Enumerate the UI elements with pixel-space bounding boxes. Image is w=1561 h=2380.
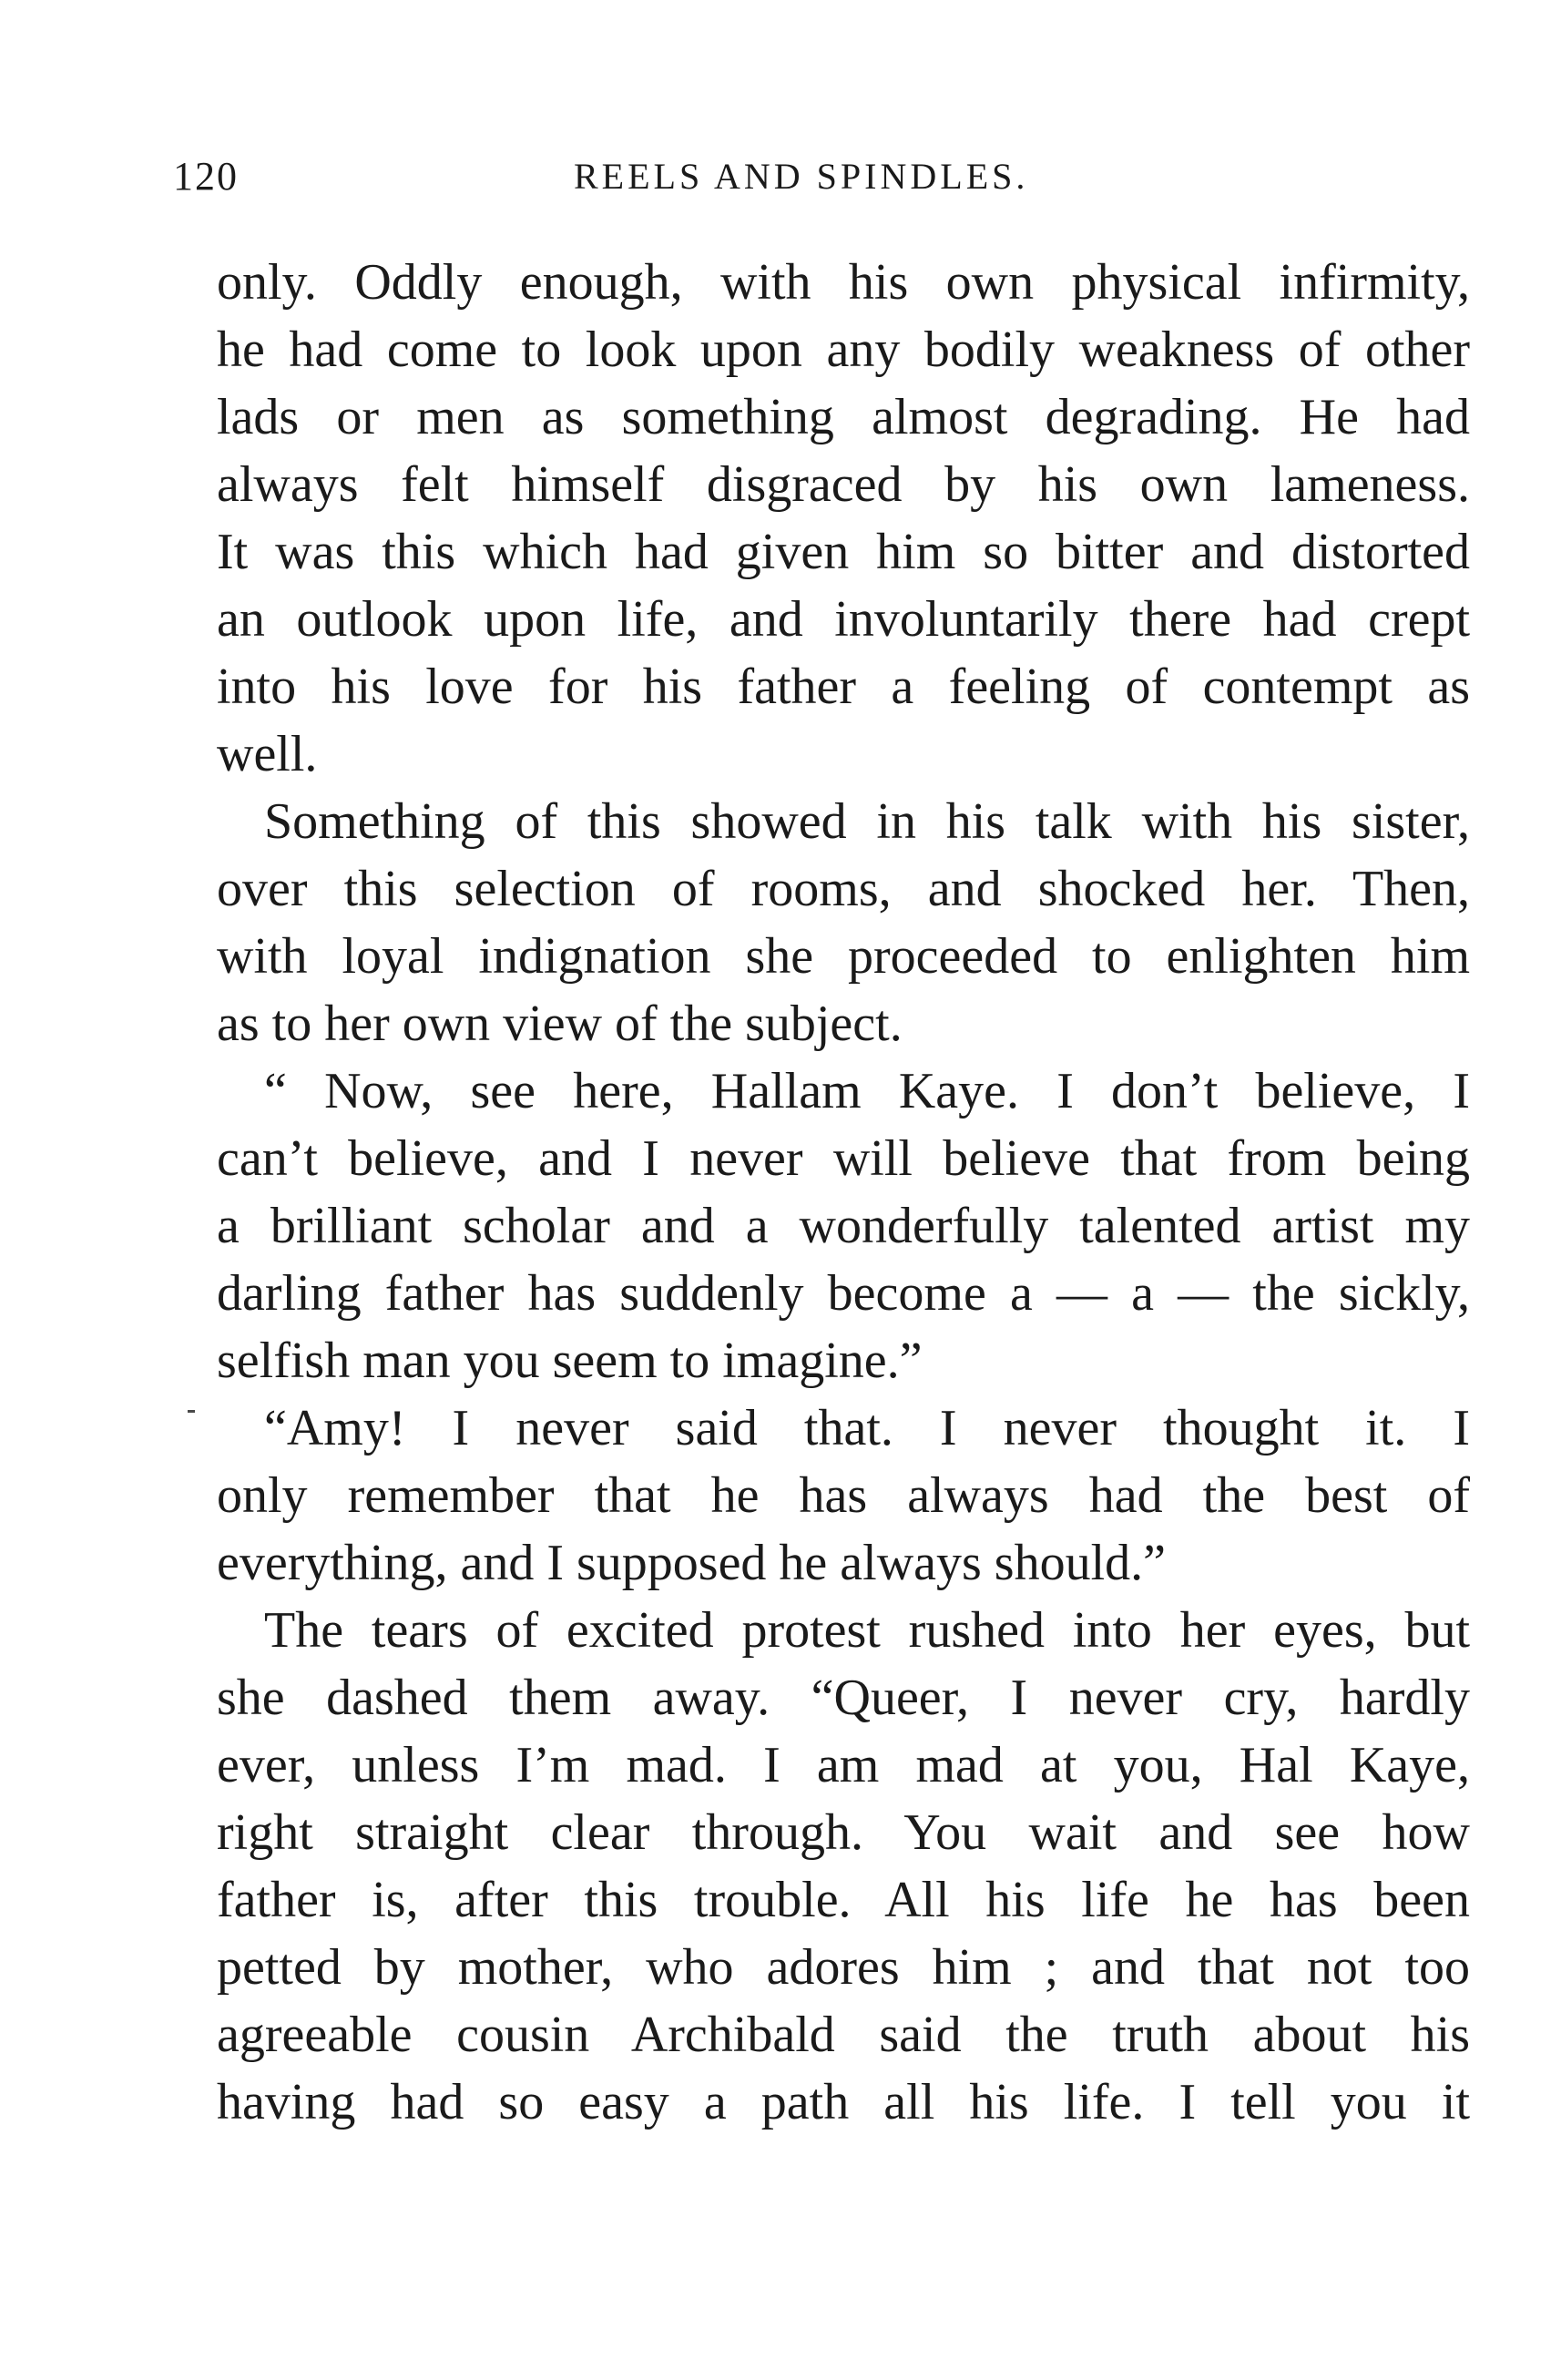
text-line: into his love for his father a feeling of contempt as <box>217 659 1470 715</box>
text-line: lads or men as something almost degrading. He had <box>217 389 1470 445</box>
text-line: It was this which had given him so bitter and distorted <box>217 524 1470 580</box>
text-line: an outlook upon life, and involuntarily there had crept <box>217 591 1470 648</box>
text-line: only remember that he has always had the best of <box>217 1467 1470 1524</box>
page-number: 120 <box>173 154 239 199</box>
ink-speck <box>188 1410 195 1413</box>
text-line: can’t believe, and I never will believe that from being <box>217 1130 1470 1187</box>
text-line: over this selection of rooms, and shocked her. Then, <box>217 861 1470 917</box>
running-head: REELS AND SPINDLES. <box>574 156 1029 197</box>
text-line: always felt himself disgraced by his own lameness. <box>217 456 1470 513</box>
text-line: father is, after this trouble. All his life he has been <box>217 1872 1470 1928</box>
text-line: “Amy! I never said that. I never thought it. I <box>264 1400 1470 1456</box>
text-line: Something of this showed in his talk with his sister, <box>264 793 1470 850</box>
text-line: agreeable cousin Archibald said the truth about his <box>217 2007 1470 2063</box>
text-line: darling father has suddenly become a — a — the sickly, <box>217 1265 1470 1322</box>
text-line: with loyal indignation she proceeded to enlighten him <box>217 928 1470 985</box>
text-line: everything, and I supposed he always should.” <box>217 1535 1166 1591</box>
text-line: right straight clear through. You wait and see how <box>217 1804 1470 1861</box>
text-line: well. <box>217 726 318 782</box>
text-line: petted by mother, who adores him ; and that not too <box>217 1939 1470 1996</box>
text-line: as to her own view of the subject. <box>217 996 903 1052</box>
page-header <box>173 153 1503 208</box>
text-line: The tears of excited protest rushed into her eyes, but <box>264 1602 1470 1659</box>
text-line: he had come to look upon any bodily weakness of other <box>217 322 1470 378</box>
text-line: ever, unless I’m mad. I am mad at you, Hal Kaye, <box>217 1737 1470 1793</box>
text-line: “ Now, see here, Hallam Kaye. I don’t believe, I <box>264 1063 1470 1119</box>
text-line: having had so easy a path all his life. I tell you it <box>217 2074 1470 2130</box>
text-line: she dashed them away. “Queer, I never cry, hardly <box>217 1670 1470 1726</box>
text-line: only. Oddly enough, with his own physical infirmity, <box>217 254 1470 311</box>
text-line: selfish man you seem to imagine.” <box>217 1333 923 1389</box>
text-line: a brilliant scholar and a wonderfully talented artist my <box>217 1198 1470 1254</box>
